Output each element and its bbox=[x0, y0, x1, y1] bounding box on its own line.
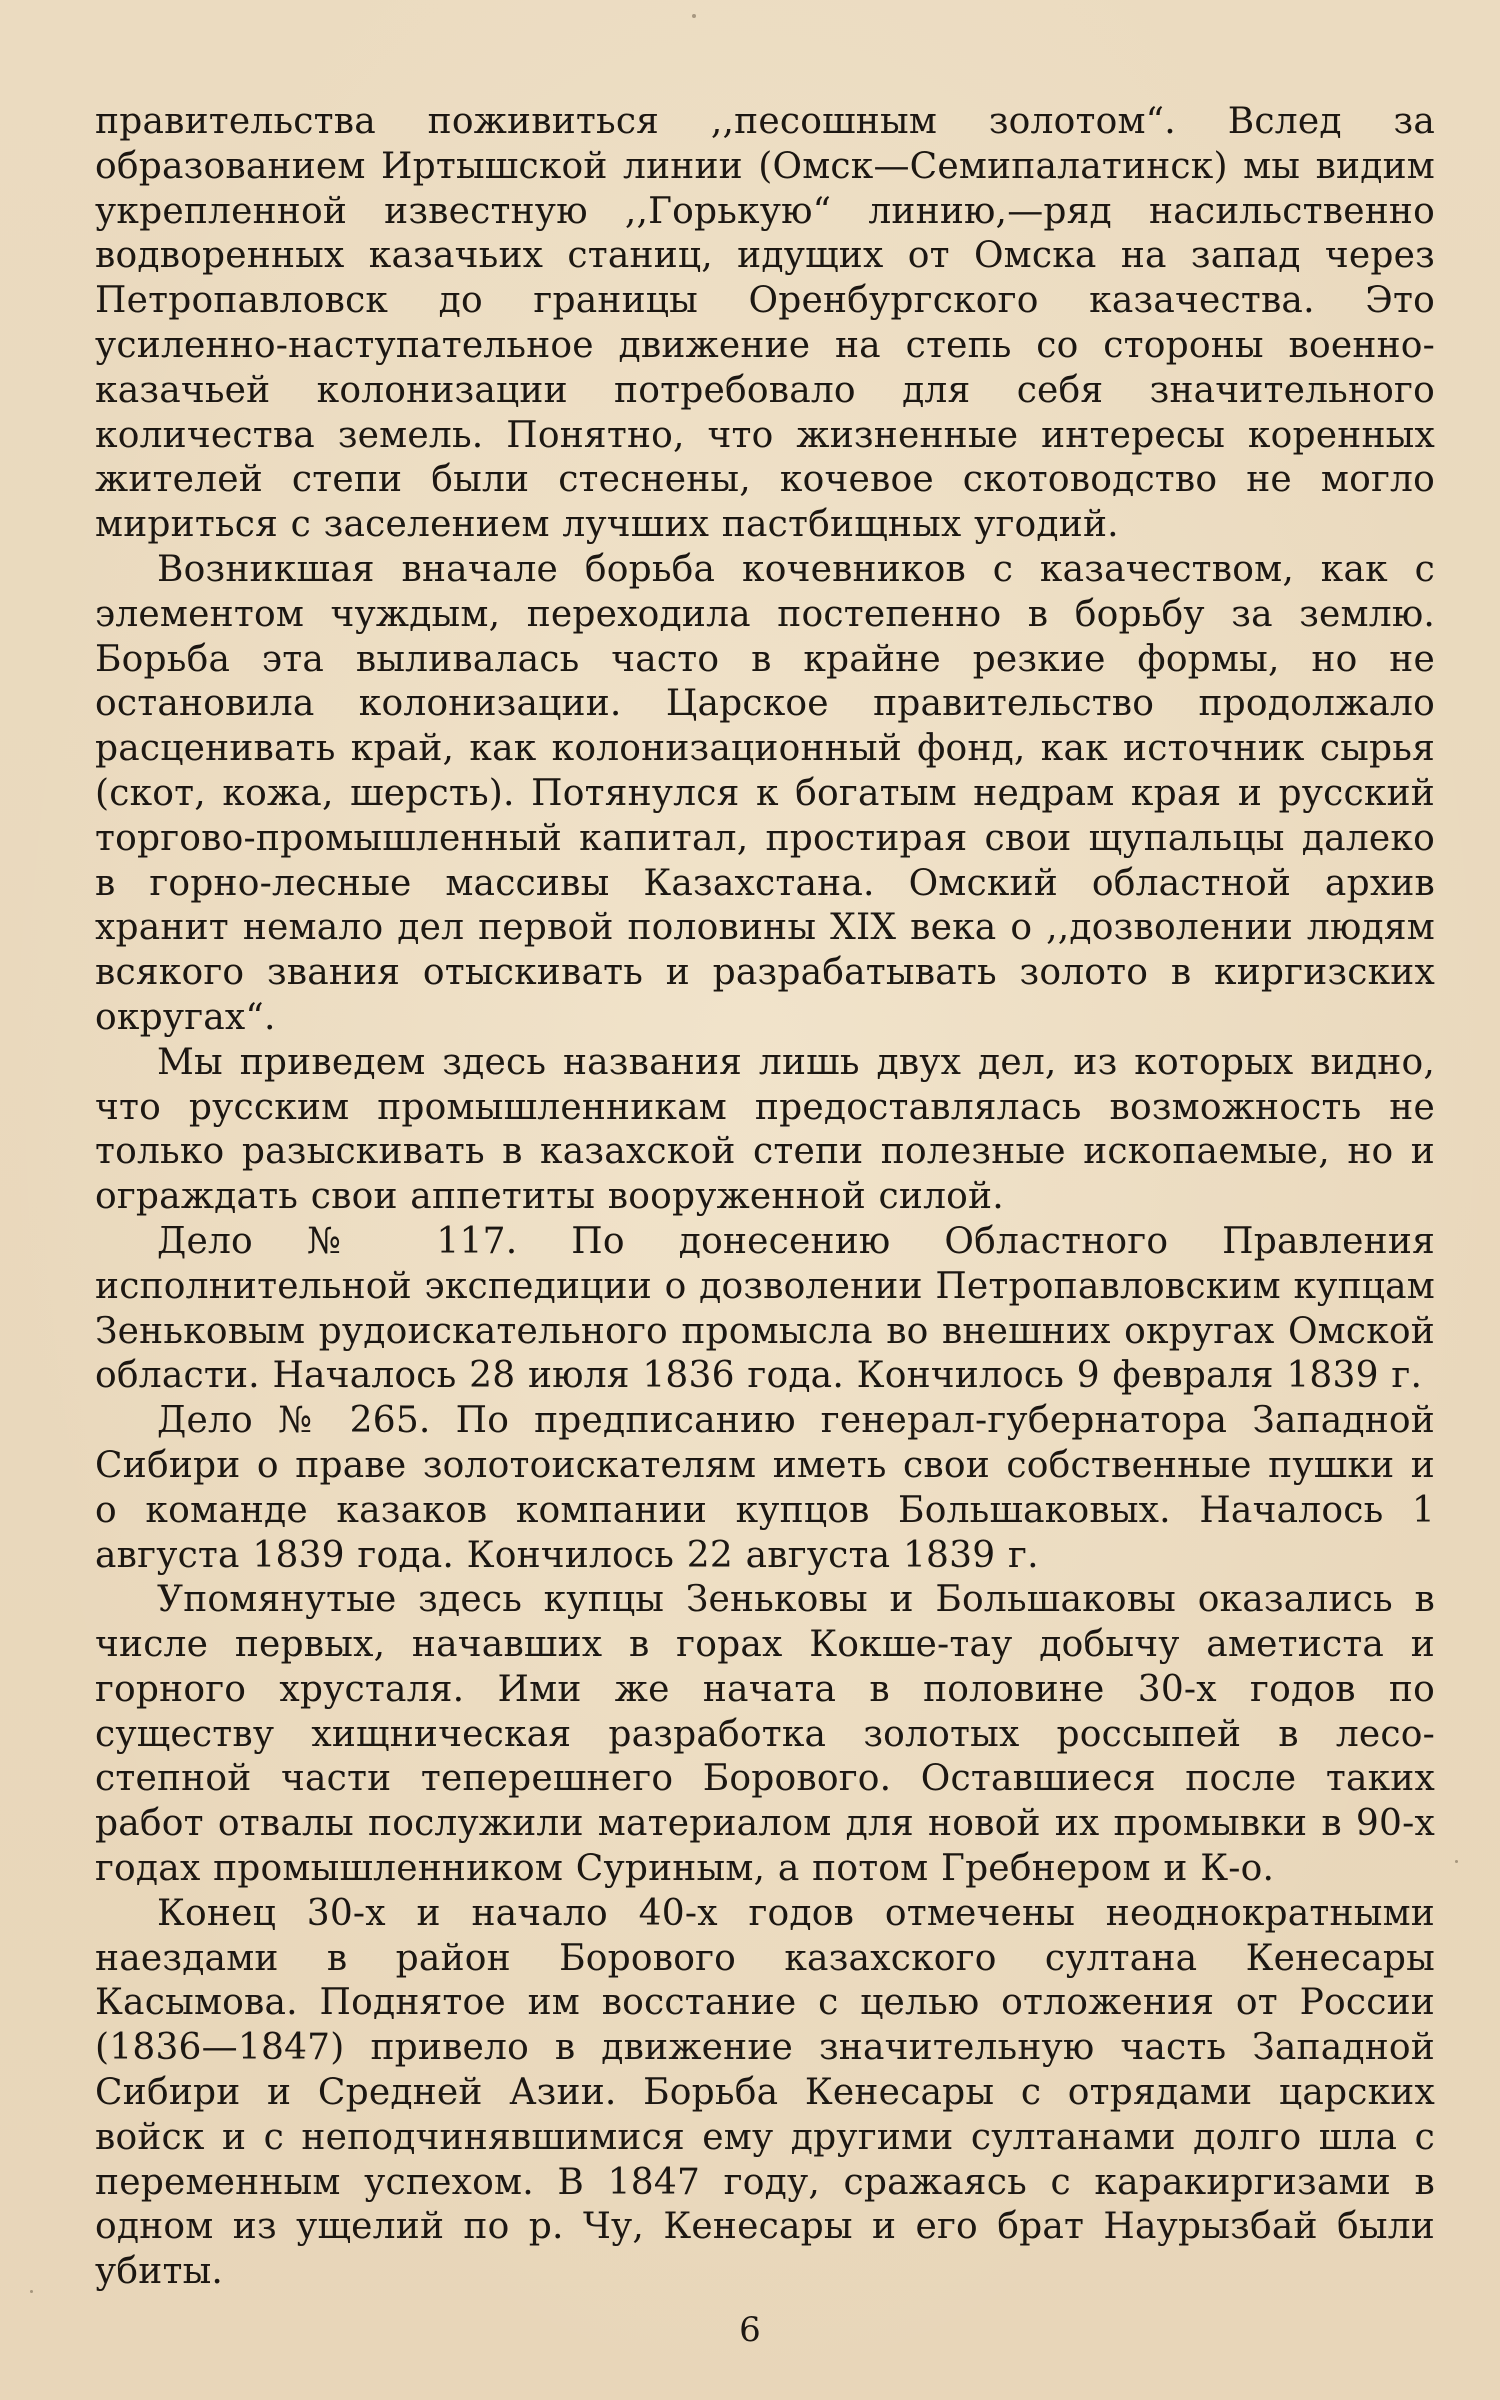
paragraph-merchants: Упомянутые здесь купцы Зеньковы и Большаковы оказались в числе первых, начавших в горах Кокше-тау добычу аметиста и горного хрусталя. Ими же начата в половине 30-х годов по существу хищническая разработка золотых россыпей в лесо-степной части теперешнего Борового. Оставшиеся после таких работ отвалы послужили материалом для новой их промывки в 90-х годах промышленником Суриным, а потом Гребнером и К-о. bbox=[95, 1579, 1435, 1890]
paper-speck bbox=[692, 14, 696, 18]
paragraph-kenesary: Конец 30-х и начало 40-х годов отмечены неоднократными наездами в район Борового казахского султана Кенесары Касымова. Поднятое им восстание с целью отложения от России (1836—1847) привело в движение значительную часть Западной Сибири и Средней Азии. Борьба Кенесары с отрядами царских войск и с неподчинявшимися ему другими султанами долго шла с переменным успехом. В 1847 году, сражаясь с каракиргизами в одном из ущелий по р. Чу, Кенесары и его брат Наурызбай были убиты. bbox=[95, 1892, 1435, 2293]
paragraph-continuation: правительства поживиться ,,песошным золотом“. Вслед за образованием Иртышской линии (Омск—Семипалатинск) мы видим укрепленной известную ,,Горькую“ линию,—ряд насильственно водворенных казачьих станиц, идущих от Омска на запад через Петропавловск до границы Оренбургского казачества. Это усиленно-наступательное движение на степь со стороны военно-казачьей колонизации потребовало для себя значительного количества земель. Понятно, что жизненные интересы коренных жителей степи были стеснены, кочевое скотоводство не могло мириться с заселением лучших пастбищных угодий. bbox=[95, 101, 1435, 546]
paper-speck bbox=[1455, 1860, 1458, 1863]
paragraph-two-cases-intro: Мы приведем здесь названия лишь двух дел, из которых видно, что русским промышленникам предоставлялась возможность не только разыскивать в казахской степи полезные ископаемые, но и ограждать свои аппетиты вооруженной силой. bbox=[95, 1041, 1435, 1218]
paper-speck bbox=[30, 2290, 33, 2293]
paragraph-case-265: Дело № 265. По предписанию генерал-губернатора Западной Сибири о праве золотоискателям иметь свои собственные пушки и о команде казаков компании купцов Большаковых. Началось 1 августа 1839 года. Кончилось 22 августа 1839 г. bbox=[95, 1400, 1435, 1576]
page-text bbox=[95, 100, 1435, 2295]
page-number: 6 bbox=[739, 2310, 761, 2350]
paragraph-case-117: Дело № 117. По донесению Областного Правления исполнительной экспедиции о дозволении Петропавловским купцам Зеньковым рудоискательного промысла во внешних округах Омской области. Началось 28 июля 1836 года. Кончилось 9 февраля 1839 г. bbox=[95, 1220, 1435, 1397]
paragraph-nomad-struggle: Возникшая вначале борьба кочевников с казачеством, как с элементом чуждым, переходила постепенно в борьбу за землю. Борьба эта выливалась часто в крайне резкие формы, но не остановила колонизации. Царское правительство продолжало расценивать край, как колонизационный фонд, как источник сырья (скот, кожа, шерсть). Потянулся к богатым недрам края и русский торгово-промышленный капитал, простирая свои щупальцы далеко в горно-лесные массивы Казахстана. Омский областной архив хранит немало дел первой половины XIX века о ,,дозволении людям всякого звания отыскивать и разрабатывать золото в киргизских округах“. bbox=[95, 548, 1435, 1038]
